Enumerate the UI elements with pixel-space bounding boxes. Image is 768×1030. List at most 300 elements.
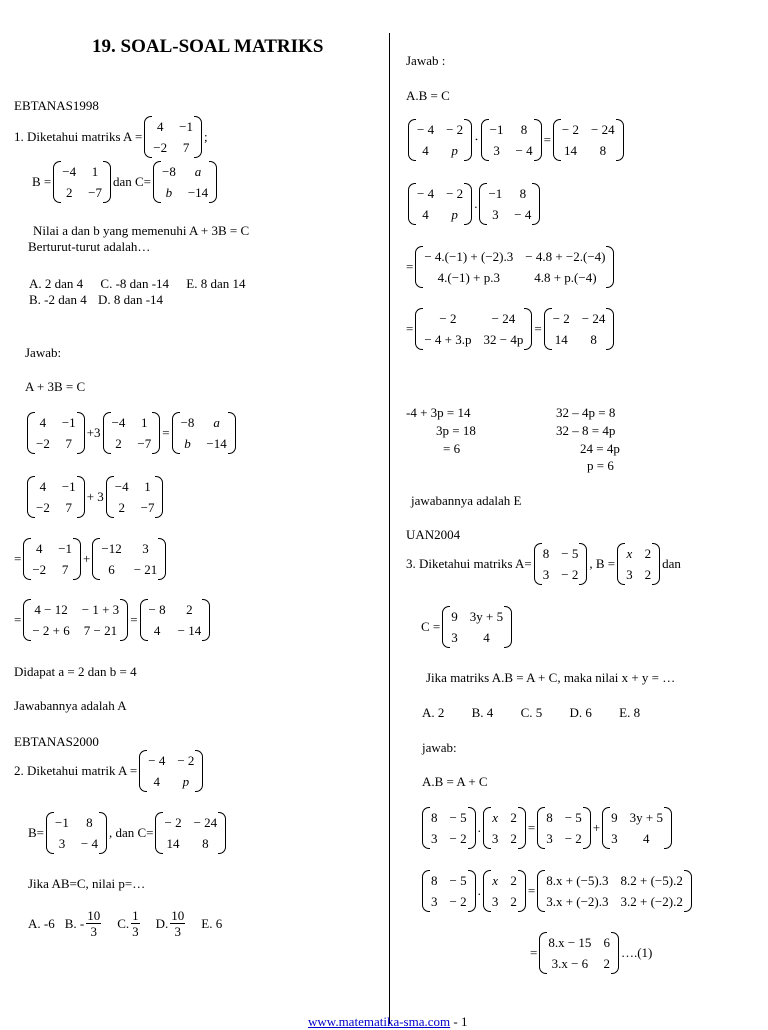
question-1-bc-line bbox=[32, 161, 219, 203]
r-step-5 bbox=[420, 807, 674, 849]
option-d-prefix: D. bbox=[155, 915, 169, 931]
matrix-cell: 14 bbox=[554, 332, 568, 347]
right-paren bbox=[518, 807, 526, 849]
left-paren bbox=[415, 246, 423, 288]
option-a: A. -6 bbox=[28, 915, 55, 931]
r-step-7 bbox=[530, 932, 652, 974]
question-3-c-line bbox=[421, 606, 514, 648]
matrix-a bbox=[23, 538, 81, 580]
option-a: A. 2 bbox=[422, 705, 445, 720]
left-paren bbox=[415, 308, 423, 350]
equation-ab-a-plus-c: A.B = A + C bbox=[422, 774, 488, 789]
r-step-6 bbox=[420, 870, 694, 912]
matrix-cell: x bbox=[492, 873, 498, 888]
matrix-cell: 3y + 5 bbox=[469, 609, 504, 624]
left-paren bbox=[617, 543, 625, 585]
option-b: B. 4 bbox=[471, 705, 494, 720]
matrix-cell: − 24 bbox=[591, 122, 615, 137]
question-1-text-2: Berturut-turut adalah… bbox=[28, 239, 151, 254]
matrix-cell: 4 bbox=[153, 623, 161, 638]
matrix-product-expansion bbox=[537, 870, 692, 912]
left-paren bbox=[144, 116, 152, 158]
solve-right-2: 32 – 8 = 4p bbox=[556, 423, 616, 438]
matrix-c bbox=[602, 807, 672, 849]
option-c: C. -8 dan -14 bbox=[100, 276, 170, 291]
operator-plus-3: + 3 bbox=[86, 489, 104, 504]
right-paren bbox=[464, 183, 472, 225]
left-paren bbox=[408, 119, 416, 161]
matrix-a bbox=[537, 807, 591, 849]
right-paren bbox=[468, 807, 476, 849]
matrix-product bbox=[415, 308, 532, 350]
matrix-cell: − 5 bbox=[561, 546, 579, 561]
left-paren bbox=[537, 870, 545, 912]
step-2 bbox=[25, 476, 165, 518]
matrix-a bbox=[139, 750, 203, 792]
matrix-cell: 3 bbox=[431, 831, 438, 846]
answer-heading-2: Jawab : bbox=[406, 53, 446, 68]
operator-equals: = bbox=[527, 883, 536, 898]
right-paren bbox=[468, 870, 476, 912]
left-paren bbox=[408, 183, 416, 225]
matrix-cell: 4 bbox=[39, 479, 47, 494]
matrix-cell: 8.x − 15 bbox=[548, 935, 592, 950]
matrix-cell: 3 bbox=[142, 541, 149, 556]
matrix-cell: 2 bbox=[186, 602, 193, 617]
matrix-b bbox=[103, 412, 161, 454]
equation-ab-c: A.B = C bbox=[406, 88, 450, 103]
operator-plus: + bbox=[592, 820, 601, 835]
matrix-cell: − 4 bbox=[148, 753, 166, 768]
matrix-cell: 14 bbox=[563, 143, 577, 158]
right-paren bbox=[195, 750, 203, 792]
left-paren bbox=[46, 812, 54, 854]
option-b: B. -2 dan 4 bbox=[29, 292, 87, 307]
left-paren bbox=[442, 606, 450, 648]
matrix-cell: 8 bbox=[546, 810, 553, 825]
left-paren bbox=[422, 807, 430, 849]
option-c-prefix: C. bbox=[117, 915, 130, 931]
matrix-cell: − 5 bbox=[564, 810, 582, 825]
matrix-cell: −7 bbox=[137, 436, 152, 451]
matrix-b bbox=[483, 870, 526, 912]
matrix-cell: 3y + 5 bbox=[629, 810, 663, 825]
matrix-cell: 2 bbox=[510, 873, 517, 888]
option-d: D. 8 dan -14 bbox=[98, 292, 164, 307]
right-paren bbox=[464, 119, 472, 161]
left-paren bbox=[27, 412, 35, 454]
right-paren bbox=[534, 119, 542, 161]
matrix-product bbox=[539, 932, 619, 974]
right-paren bbox=[684, 870, 692, 912]
matrix-cell: − 1 + 3 bbox=[81, 602, 120, 617]
matrix-cell: 8 bbox=[519, 186, 527, 201]
question-2-line bbox=[14, 750, 205, 792]
matrix-c bbox=[442, 606, 512, 648]
result-statement-1: Didapat a = 2 dan b = 4 bbox=[14, 664, 137, 679]
right-paren bbox=[518, 870, 526, 912]
matrix-cell: 2 bbox=[644, 546, 652, 561]
matrix-cell: 3 bbox=[611, 831, 618, 846]
right-paren bbox=[606, 308, 614, 350]
solve-right-1: 32 – 4p = 8 bbox=[556, 405, 616, 420]
matrix-cell: 1 bbox=[141, 415, 148, 430]
right-paren bbox=[155, 476, 163, 518]
matrix-cell: 2 bbox=[603, 956, 610, 971]
right-paren bbox=[209, 161, 217, 203]
matrix-cell: −2 bbox=[32, 562, 47, 577]
question-2-bc-line bbox=[28, 812, 228, 854]
matrix-cell: p bbox=[451, 143, 458, 158]
matrix-cell: 3.x − 6 bbox=[551, 956, 589, 971]
matrix-a bbox=[144, 116, 202, 158]
right-paren bbox=[524, 308, 532, 350]
step-1 bbox=[25, 412, 238, 454]
matrix-cell: 2 bbox=[510, 894, 517, 909]
question-1-prefix: 1. Diketahui matriks A = bbox=[14, 129, 143, 144]
r-step-4 bbox=[406, 308, 616, 350]
matrix-cell: − 2 bbox=[449, 894, 467, 909]
right-paren bbox=[652, 543, 660, 585]
matrix-cell: − 2 bbox=[561, 567, 579, 582]
matrix-cell: p bbox=[451, 207, 458, 222]
question-2-text: Jika AB=C, nilai p=… bbox=[28, 876, 146, 891]
matrix-3b bbox=[92, 538, 166, 580]
matrix-cell: − 2 + 6 bbox=[32, 623, 70, 638]
matrix-cell: 2 bbox=[644, 567, 652, 582]
matrix-c bbox=[553, 119, 624, 161]
operator-equals: = bbox=[543, 132, 551, 147]
matrix-cell: a bbox=[213, 415, 220, 430]
matrix-cell: −12 bbox=[101, 541, 122, 556]
matrix-cell: 3.2 + (−2).2 bbox=[620, 894, 683, 909]
b-label: B = bbox=[32, 174, 52, 189]
matrix-cell: −14 bbox=[206, 436, 227, 451]
matrix-b bbox=[53, 161, 111, 203]
matrix-cell: −4 bbox=[62, 164, 77, 179]
matrix-cell: 3 bbox=[542, 567, 550, 582]
b-label: B= bbox=[28, 825, 45, 840]
matrix-a bbox=[534, 543, 588, 585]
matrix-cell: − 5 bbox=[449, 810, 467, 825]
matrix-b bbox=[106, 476, 164, 518]
matrix-cell: 4 bbox=[36, 541, 43, 556]
operator-dot: . bbox=[477, 883, 481, 898]
left-paren bbox=[479, 183, 487, 225]
matrix-cell: x bbox=[626, 546, 633, 561]
matrix-cell: p bbox=[182, 774, 190, 789]
matrix-cell: −7 bbox=[140, 500, 155, 515]
right-paren bbox=[583, 807, 591, 849]
right-paren bbox=[606, 246, 614, 288]
left-paren bbox=[481, 119, 489, 161]
left-paren bbox=[539, 932, 547, 974]
question-1-text-1: Nilai a dan b yang memenuhi A + 3B = C bbox=[33, 223, 250, 238]
question-2-options bbox=[28, 908, 222, 939]
matrix-cell: 4 bbox=[483, 630, 490, 645]
matrix-cell: −2 bbox=[153, 140, 168, 155]
matrix-cell: − 4.8 + −2.(−4) bbox=[525, 249, 606, 264]
left-paren bbox=[553, 119, 561, 161]
solve-left-3: = 6 bbox=[443, 441, 461, 456]
matrix-cell: 2 bbox=[510, 831, 517, 846]
dan-label: dan bbox=[662, 556, 681, 571]
right-paren bbox=[77, 412, 85, 454]
matrix-cell: 3 bbox=[451, 630, 458, 645]
footer bbox=[308, 1014, 467, 1030]
matrix-cell: 7 bbox=[65, 436, 73, 451]
matrix-cell: 4 bbox=[422, 143, 429, 158]
left-paren bbox=[106, 476, 114, 518]
matrix-cell: 3 bbox=[58, 836, 66, 851]
matrix-cell: 4 bbox=[39, 415, 47, 430]
matrix-cell: 7 bbox=[61, 562, 69, 577]
question-1-options-row-1 bbox=[29, 276, 246, 292]
matrix-cell: 14 bbox=[166, 836, 180, 851]
left-paren bbox=[602, 807, 610, 849]
answer-heading-3: jawab: bbox=[422, 740, 457, 755]
matrix-b bbox=[46, 812, 107, 854]
matrix-cell: a bbox=[194, 164, 202, 179]
option-a: A. 2 dan 4 bbox=[29, 276, 84, 291]
matrix-c bbox=[172, 412, 236, 454]
matrix-cell: 9 bbox=[451, 609, 458, 624]
matrix-c bbox=[153, 161, 217, 203]
matrix-result bbox=[140, 599, 211, 641]
matrix-cell: − 14 bbox=[177, 623, 202, 638]
matrix-cell: 1 bbox=[91, 164, 99, 179]
question-3-prefix: 3. Diketahui matriks A= bbox=[406, 556, 532, 571]
option-d: D. 6 bbox=[569, 705, 592, 720]
matrix-a bbox=[422, 870, 476, 912]
matrix-cell: 8 bbox=[431, 810, 438, 825]
right-paren bbox=[73, 538, 81, 580]
matrix-cell: −4 bbox=[114, 479, 129, 494]
matrix-cell: − 21 bbox=[133, 562, 158, 577]
operator-equals: = bbox=[14, 551, 22, 566]
matrix-cell: − 24 bbox=[193, 815, 218, 830]
matrix-c bbox=[155, 812, 226, 854]
right-paren bbox=[158, 538, 166, 580]
right-paren bbox=[616, 119, 624, 161]
left-paren bbox=[53, 161, 61, 203]
right-paren bbox=[202, 599, 210, 641]
matrix-cell: 8 bbox=[520, 122, 528, 137]
matrix-cell: −8 bbox=[161, 164, 176, 179]
left-paren bbox=[139, 750, 147, 792]
matrix-cell: −2 bbox=[36, 436, 50, 451]
option-b-prefix: B. - bbox=[64, 915, 85, 931]
matrix-cell: 4 bbox=[153, 774, 161, 789]
left-paren bbox=[103, 412, 111, 454]
matrix-cell: − 2 bbox=[564, 831, 582, 846]
matrix-cell: 8 bbox=[590, 332, 597, 347]
matrix-a bbox=[27, 476, 85, 518]
operator-dot: . bbox=[474, 196, 478, 211]
matrix-cell: −1 bbox=[489, 122, 504, 137]
operator-equals: = bbox=[162, 425, 170, 440]
matrix-cell: 6 bbox=[108, 562, 115, 577]
matrix-cell: − 4.(−1) + (−2).3 bbox=[424, 249, 514, 264]
matrix-b bbox=[483, 807, 526, 849]
left-paren bbox=[92, 538, 100, 580]
option-e: E. 8 dan 14 bbox=[186, 276, 246, 291]
c-label: dan C= bbox=[112, 174, 151, 189]
matrix-cell: 8 bbox=[431, 873, 438, 888]
matrix-cell: 8 bbox=[542, 546, 550, 561]
r-step-2 bbox=[406, 183, 542, 225]
right-paren bbox=[120, 599, 128, 641]
question-3-options bbox=[422, 705, 640, 721]
solve-right-3: 24 = 4p bbox=[580, 441, 620, 456]
operator-equals: = bbox=[406, 321, 414, 336]
answer-statement-1: Jawabannya adalah A bbox=[14, 698, 127, 713]
step-3 bbox=[14, 538, 168, 580]
left-paren bbox=[544, 308, 552, 350]
matrix-cell: 7 bbox=[65, 500, 73, 515]
option-c-fraction: $\frac{1}{3}$ bbox=[132, 908, 139, 939]
footer-separator: - bbox=[453, 1014, 458, 1029]
matrix-cell: b bbox=[184, 436, 191, 451]
right-paren bbox=[103, 161, 111, 203]
matrix-cell: 32 − 4p bbox=[483, 332, 524, 347]
matrix-cell: 7 − 21 bbox=[83, 623, 118, 638]
left-paren bbox=[153, 161, 161, 203]
matrix-cell: 3 bbox=[546, 831, 553, 846]
step-4 bbox=[14, 599, 212, 641]
right-paren bbox=[228, 412, 236, 454]
matrix-cell: 4.8 + p.(−4) bbox=[534, 270, 597, 285]
question-1-line bbox=[14, 116, 208, 158]
matrix-cell: 4 bbox=[156, 119, 164, 134]
matrix-cell: − 2 bbox=[177, 753, 195, 768]
matrix-cell: − 2 bbox=[552, 311, 570, 326]
right-paren bbox=[664, 807, 672, 849]
matrix-cell: −2 bbox=[36, 500, 50, 515]
matrix-cell: − 2 bbox=[439, 311, 457, 326]
matrix-cell: 2 bbox=[65, 185, 73, 200]
right-paren bbox=[152, 412, 160, 454]
operator-equals: = bbox=[534, 321, 542, 336]
solve-left-2: 3p = 18 bbox=[436, 423, 476, 438]
c-label: , dan C= bbox=[108, 825, 154, 840]
matrix-cell: 3 bbox=[493, 143, 500, 158]
operator-plus-3: +3 bbox=[86, 425, 101, 440]
left-paren bbox=[534, 543, 542, 585]
matrix-cell: 3 bbox=[491, 831, 499, 846]
matrix-cell: 2 bbox=[118, 500, 125, 515]
left-paren bbox=[140, 599, 148, 641]
equation-a-plus-3b: A + 3B = C bbox=[25, 379, 86, 394]
page-title: 19. SOAL-SOAL MATRIKS bbox=[92, 36, 324, 57]
matrix-cell: −8 bbox=[180, 415, 195, 430]
matrix-cell: − 4 bbox=[80, 836, 98, 851]
left-paren bbox=[537, 807, 545, 849]
matrix-cell: − 24 bbox=[491, 311, 516, 326]
right-paren bbox=[218, 812, 226, 854]
page-number: 1 bbox=[460, 1014, 468, 1029]
matrix-cell: − 2 bbox=[561, 122, 580, 137]
right-paren bbox=[194, 116, 202, 158]
matrix-cell: −7 bbox=[88, 185, 102, 200]
matrix-cell: 8 bbox=[86, 815, 93, 830]
source-label-2: EBTANAS2000 bbox=[14, 734, 99, 749]
left-paren bbox=[483, 807, 491, 849]
matrix-cell: 6 bbox=[603, 935, 610, 950]
matrix-cell: −1 bbox=[58, 541, 73, 556]
option-e: E. 6 bbox=[201, 915, 223, 931]
matrix-cell: − 2 bbox=[164, 815, 182, 830]
matrix-a bbox=[422, 807, 476, 849]
semicolon: ; bbox=[203, 129, 208, 144]
matrix-cell: 8.2 + (−5).2 bbox=[620, 873, 683, 888]
left-paren bbox=[23, 599, 31, 641]
source-label-1: EBTANAS1998 bbox=[14, 98, 99, 113]
matrix-cell: x bbox=[492, 810, 498, 825]
matrix-cell: − 4 bbox=[417, 122, 435, 137]
matrix-a bbox=[27, 412, 85, 454]
matrix-cell: − 4 bbox=[417, 186, 435, 201]
matrix-cell: − 5 bbox=[449, 873, 467, 888]
matrix-cell: 2 bbox=[510, 810, 517, 825]
matrix-cell: − 4 bbox=[515, 143, 533, 158]
answer-heading-1: Jawab: bbox=[25, 345, 62, 360]
question-3-text: Jika matriks A.B = A + C, maka nilai x + y = … bbox=[426, 670, 676, 685]
left-paren bbox=[172, 412, 180, 454]
c-label: C = bbox=[421, 619, 441, 634]
matrix-cell: − 4 bbox=[514, 207, 532, 222]
matrix-cell: 3 bbox=[431, 894, 438, 909]
column-divider bbox=[389, 33, 390, 1024]
option-d-fraction: $\frac{10}{3}$ bbox=[171, 908, 185, 939]
matrix-cell: 4 − 12 bbox=[34, 602, 68, 617]
option-e: E. 8 bbox=[619, 705, 641, 720]
solve-right-4: p = 6 bbox=[587, 458, 614, 473]
footer-url-link[interactable]: www.matematika-sma.com bbox=[308, 1014, 451, 1029]
right-paren bbox=[579, 543, 587, 585]
matrix-cell: 4.(−1) + p.3 bbox=[437, 270, 500, 285]
matrix-cell: − 24 bbox=[581, 311, 606, 326]
operator-plus: + bbox=[83, 551, 91, 566]
matrix-cell: −1 bbox=[61, 479, 76, 494]
matrix-cell: 8 bbox=[599, 143, 607, 158]
matrix-b bbox=[479, 183, 540, 225]
equation-tag: ….(1) bbox=[620, 945, 653, 960]
matrix-cell: −1 bbox=[488, 186, 503, 201]
operator-equals: = bbox=[130, 612, 138, 627]
matrix-cell: −1 bbox=[55, 815, 69, 830]
option-b-fraction: $\frac{10}{3}$ bbox=[87, 908, 101, 939]
matrix-product-expansion bbox=[415, 246, 614, 288]
r-step-3 bbox=[406, 246, 616, 288]
matrix-cell: 3.x + (−2).3 bbox=[546, 894, 609, 909]
matrix-cell: − 8 bbox=[148, 602, 166, 617]
matrix-cell: − 4 + 3.p bbox=[424, 332, 472, 347]
matrix-cell: 3 bbox=[491, 894, 499, 909]
matrix-cell: 1 bbox=[144, 479, 151, 494]
matrix-cell: 2 bbox=[115, 436, 122, 451]
b-label: , B = bbox=[589, 556, 616, 571]
matrix-cell: − 2 bbox=[446, 186, 464, 201]
solve-left-1: -4 + 3p = 14 bbox=[406, 405, 471, 420]
left-paren bbox=[27, 476, 35, 518]
matrix-cell: 3 bbox=[626, 567, 633, 582]
question-1-options-row-2 bbox=[29, 292, 163, 308]
matrix-cell: 8.x + (−5).3 bbox=[546, 873, 609, 888]
left-paren bbox=[23, 538, 31, 580]
matrix-cell: 3 bbox=[492, 207, 499, 222]
operator-equals: = bbox=[406, 259, 414, 274]
